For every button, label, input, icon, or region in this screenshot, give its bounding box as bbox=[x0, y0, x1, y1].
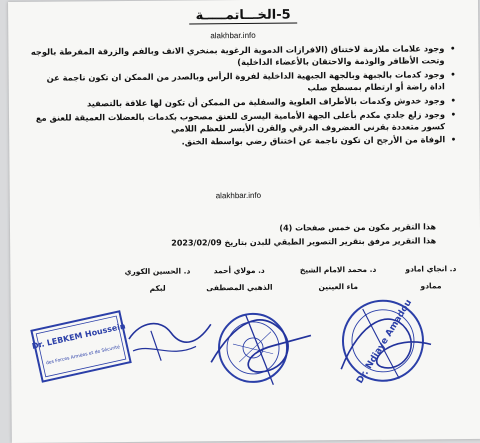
signature-blue-center bbox=[211, 314, 312, 385]
watermark-middle: alakhbar.info bbox=[215, 190, 262, 201]
stamp-lebkem bbox=[29, 311, 134, 383]
finding-item: • الوفاة من الأرجح ان تكون ناجمة عن اختناق رضي بواسطة الخنق. bbox=[31, 134, 445, 150]
stamp-lebkem-sub: des Forces Armées et de Sécurité bbox=[45, 345, 121, 367]
stamps-and-signatures bbox=[10, 248, 480, 443]
signatory-name-cont: الذهبي المصطفى bbox=[206, 282, 273, 293]
signatory-name: د. محمد الامام الشيخ bbox=[299, 264, 377, 275]
report-attachment-note: هذا التقرير مرفق بتقرير التصوير الطبقي للبدن بتاريخ 2023/02/09 bbox=[171, 236, 437, 248]
conclusion-title: 5-الخـــاتمـــــة bbox=[190, 8, 297, 25]
findings-list bbox=[30, 42, 457, 149]
stamp-ndiaye-name: Dr. Ndiaye Amadou bbox=[355, 298, 415, 386]
signatory-name: د. الحسين الكوري bbox=[124, 266, 191, 277]
signatory-name: د. مولاي أحمد bbox=[213, 265, 265, 276]
finding-item: • وجود علامات ملازمة لاختناق (الافرازات الدموية الرغوية بمنخري الانف وبالفم والزرقة المفرطة بالوجه وتحت الأظافر والوذمة والاحتقان بالأعضاء الداخلية) bbox=[30, 42, 444, 70]
section-heading bbox=[8, 6, 478, 25]
signatory-name-cont: لبكم bbox=[149, 283, 166, 293]
finding-item: • وجود كدمات بالجبهة وبالجهة الجبهية الداخلية لفروة الرأس وبالصدر من الممكن ان تكون ناجمة عن اداة راضة أو ارتطام بمسطح صلب bbox=[31, 68, 445, 96]
finding-item: • وجود خدوش وكدمات بالأطراف العلوية والسفلية من الممكن أن تكون لها علاقة بالتصفيد bbox=[31, 94, 445, 110]
finding-item: • وجود زلع جلدي مكدم بأعلى الجهة الأمامية اليسرى للعنق مصحوب بكدمات بالعضلات العميقة للعنق مع كسور متعددة بقرني الغضروف الدرقي والقرن الأيسر للعظم اللامي bbox=[31, 108, 445, 136]
watermark-top: alakhbar.info bbox=[210, 30, 256, 41]
signatory-name-cont: ماء العينين bbox=[318, 282, 358, 292]
signature-blue-left bbox=[129, 323, 211, 361]
report-page bbox=[8, 0, 480, 443]
report-pages-note: هذا التقرير مكون من خمس صفحات (4) bbox=[279, 222, 437, 233]
stamp-lebkem-name: Dr. LEBKEM Houssein bbox=[31, 321, 127, 351]
findings-block bbox=[30, 42, 457, 151]
signatory-name-cont: ممادو bbox=[420, 281, 442, 291]
signatory-name: د. انجاي امادو bbox=[405, 264, 457, 274]
